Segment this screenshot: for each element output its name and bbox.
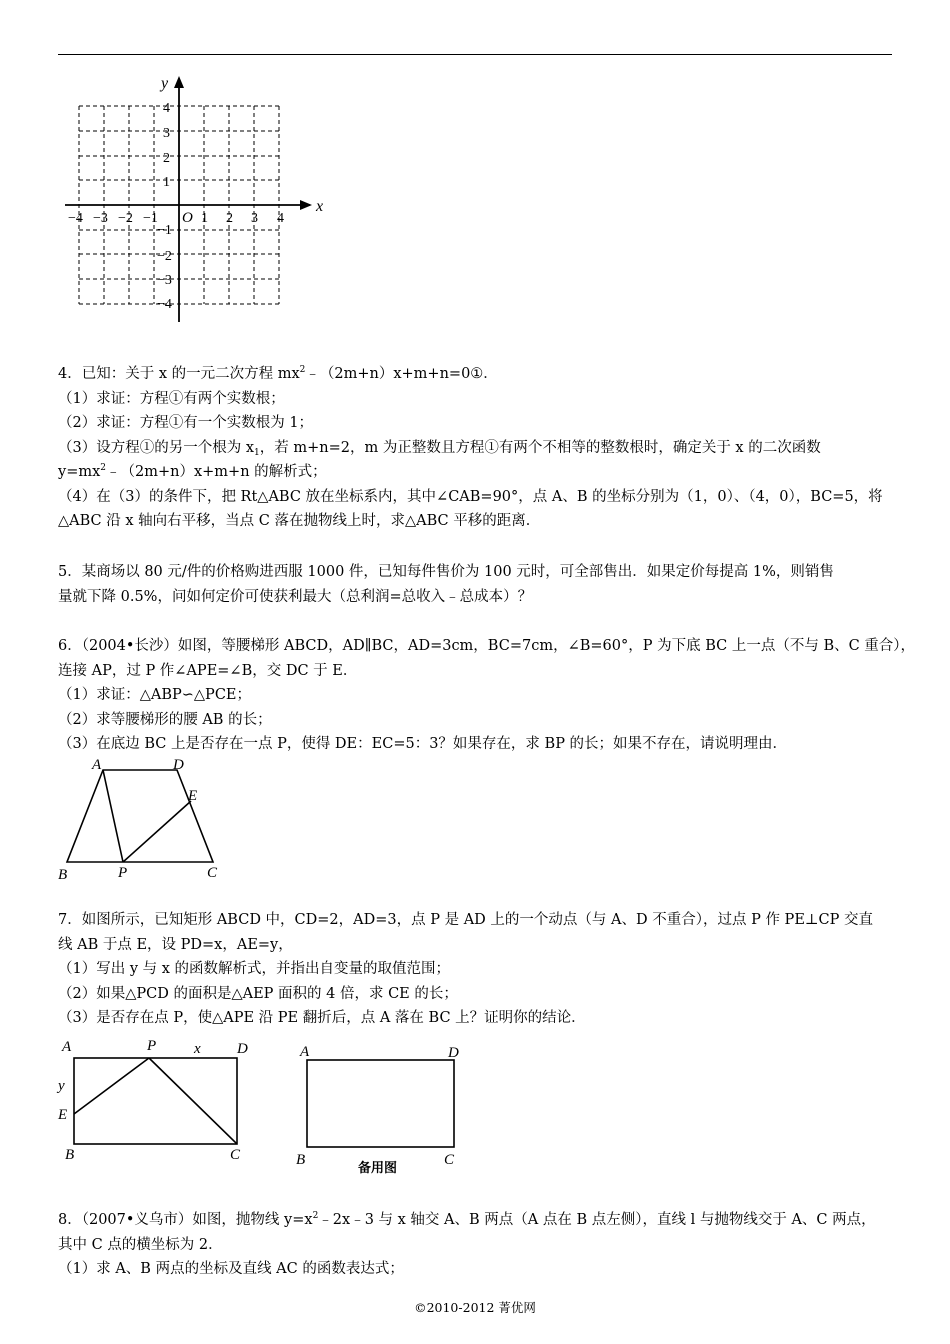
question-6 <box>58 634 916 757</box>
x-tick-label: 2 <box>226 211 233 226</box>
x-tick-label: −4 <box>68 211 83 226</box>
q4-line: （1）求证：方程①有两个实数根； <box>58 390 285 407</box>
label-x: x <box>194 1041 201 1057</box>
q4-line: $y=mx^2﹣(2m+n)x+m+n$ 的解析式； <box>58 463 327 480</box>
point-label-d: D <box>448 1045 459 1061</box>
point-label-a: A <box>62 1039 72 1055</box>
x-tick-label: 4 <box>277 211 284 226</box>
label-y: y <box>58 1078 65 1094</box>
point-label-c: C <box>230 1147 241 1163</box>
q7-line: 7．如图所示，已知矩形 ABCD 中，CD=2，AD=3，点 P 是 AD 上的一个动点（与 A、D 不重合），过点 P 作 PE⊥CP 交直 <box>58 912 873 928</box>
x-tick-label: −3 <box>93 211 108 226</box>
rectangle-figure <box>52 1034 262 1164</box>
point-label-b: B <box>296 1152 306 1168</box>
y-tick-label: −2 <box>157 249 172 264</box>
y-tick-label: 4 <box>163 101 170 116</box>
point-label-e: E <box>188 788 198 804</box>
y-tick-label: 3 <box>163 126 170 141</box>
q8-line: 8．（2007•义乌市）如图，抛物线 $y=x^2﹣2x﹣3$ 与 x 轴交 A、B 两点（A 点在 B 点左侧），直线 l 与抛物线交于 A、C 两点， <box>58 1211 876 1228</box>
point-label-a: A <box>300 1044 310 1060</box>
q7-line: 线 AB 于点 E，设 PD=x，AE=y， <box>58 936 293 953</box>
q7-line: （2）如果△PCD 的面积是△AEP 面积的 4 倍，求 CE 的长； <box>58 985 458 1002</box>
q4-line: （2）求证：方程①有一个实数根为 1； <box>58 415 314 431</box>
y-tick-label: 2 <box>163 151 170 166</box>
spare-rectangle-figure <box>292 1040 472 1180</box>
segment-pe <box>123 801 191 862</box>
q6-line: （3）在底边 BC 上是否存在一点 P，使得 DE：EC=5：3？如果存在，求 BP 的长；如果不存在，请说明理由． <box>58 736 788 752</box>
q8-line: 其中 C 点的横坐标为 2． <box>58 1236 223 1253</box>
x-axis-arrow-icon <box>300 200 312 210</box>
y-tick-label: −4 <box>157 297 172 312</box>
point-label-b: B <box>58 867 68 883</box>
y-axis-label: y <box>161 75 169 92</box>
q4-line: （4）在（3）的条件下，把 Rt△ABC 放在坐标系内，其中∠CAB=90°，点 A、B 的坐标分别为（1，0）、（4，0），BC=5，将 <box>58 488 883 505</box>
q6-line: 连接 AP，过 P 作∠APE=∠B，交 DC 于 E． <box>58 662 358 679</box>
point-label-d: D <box>237 1041 248 1057</box>
figure-caption: 备用图 <box>358 1160 398 1175</box>
question-5 <box>58 560 900 609</box>
q7-line: （3）是否存在点 P，使△APE 沿 PE 翻折后，点 A 落在 BC 上？证明你的结论． <box>58 1010 586 1026</box>
trapezoid-abcd <box>67 770 213 862</box>
page-footer: ©2010-2012 菁优网 <box>414 1300 536 1315</box>
segment-pc <box>149 1058 237 1144</box>
coordinate-grid-figure <box>60 70 340 330</box>
point-label-a: A <box>92 757 102 773</box>
trapezoid-figure <box>50 758 240 888</box>
segment-ap <box>103 770 123 862</box>
x-tick-label: −2 <box>118 211 133 226</box>
point-label-c: C <box>207 865 218 881</box>
rectangle-abcd <box>74 1058 237 1144</box>
y-tick-label: −3 <box>157 273 172 288</box>
point-label-d: D <box>173 757 184 773</box>
point-label-b: B <box>65 1147 75 1163</box>
x-axis-label: x <box>316 198 324 215</box>
q6-line: （2）求等腰梯形的腰 AB 的长； <box>58 711 272 728</box>
q6-line: 6．（2004•长沙）如图，等腰梯形 ABCD，AD∥BC，AD=3cm，BC=7cm，∠B=60°，P 为下底 BC 上一点（不与 B、C 重合）， <box>58 638 916 654</box>
x-tick-label: −1 <box>143 211 158 226</box>
spare-rectangle-abcd <box>307 1060 454 1147</box>
q4-line: （3）设方程①的另一个根为 $x_1$，若 m+n=2，m 为正整数且方程①有两个不相等的整数根时，确定关于 x 的二次函数 <box>58 439 821 458</box>
question-4 <box>58 362 900 534</box>
q4-line: △ABC 沿 x 轴向右平移，当点 C 落在抛物线上时，求△ABC 平移的距离． <box>58 513 541 529</box>
point-label-p: P <box>118 865 128 881</box>
x-tick-label: 3 <box>251 211 258 226</box>
origin-label: O <box>182 210 193 226</box>
point-label-p: P <box>147 1038 157 1054</box>
y-tick-label: 1 <box>163 175 170 190</box>
point-label-c: C <box>444 1152 455 1168</box>
y-axis-arrow-icon <box>174 76 184 88</box>
q8-line: （1）求 A、B 两点的坐标及直线 AC 的函数表达式； <box>58 1261 404 1277</box>
y-tick-label: −1 <box>157 223 172 238</box>
x-tick-label: 1 <box>201 211 208 226</box>
point-label-e: E <box>58 1107 68 1123</box>
q5-line: 量就下降 0.5%，问如何定价可使获利最大（总利润=总收入﹣总成本）？ <box>58 588 533 605</box>
question-7 <box>58 908 900 1031</box>
header-rule <box>58 54 892 55</box>
question-8 <box>58 1208 900 1282</box>
segment-pe <box>74 1058 149 1114</box>
q7-line: （1）写出 y 与 x 的函数解析式，并指出自变量的取值范围； <box>58 961 451 977</box>
q6-line: （1）求证：△ABP∽△PCE； <box>58 687 251 703</box>
q4-line: 4．已知：关于 x 的一元二次方程 $mx^2﹣(2m+n)x+m+n=0①$． <box>58 365 498 382</box>
q5-line: 5．某商场以 80 元/件的价格购进西服 1000 件，已知每件售价为 100 元时，可全部售出．如果定价每提高 1%，则销售 <box>58 564 834 580</box>
